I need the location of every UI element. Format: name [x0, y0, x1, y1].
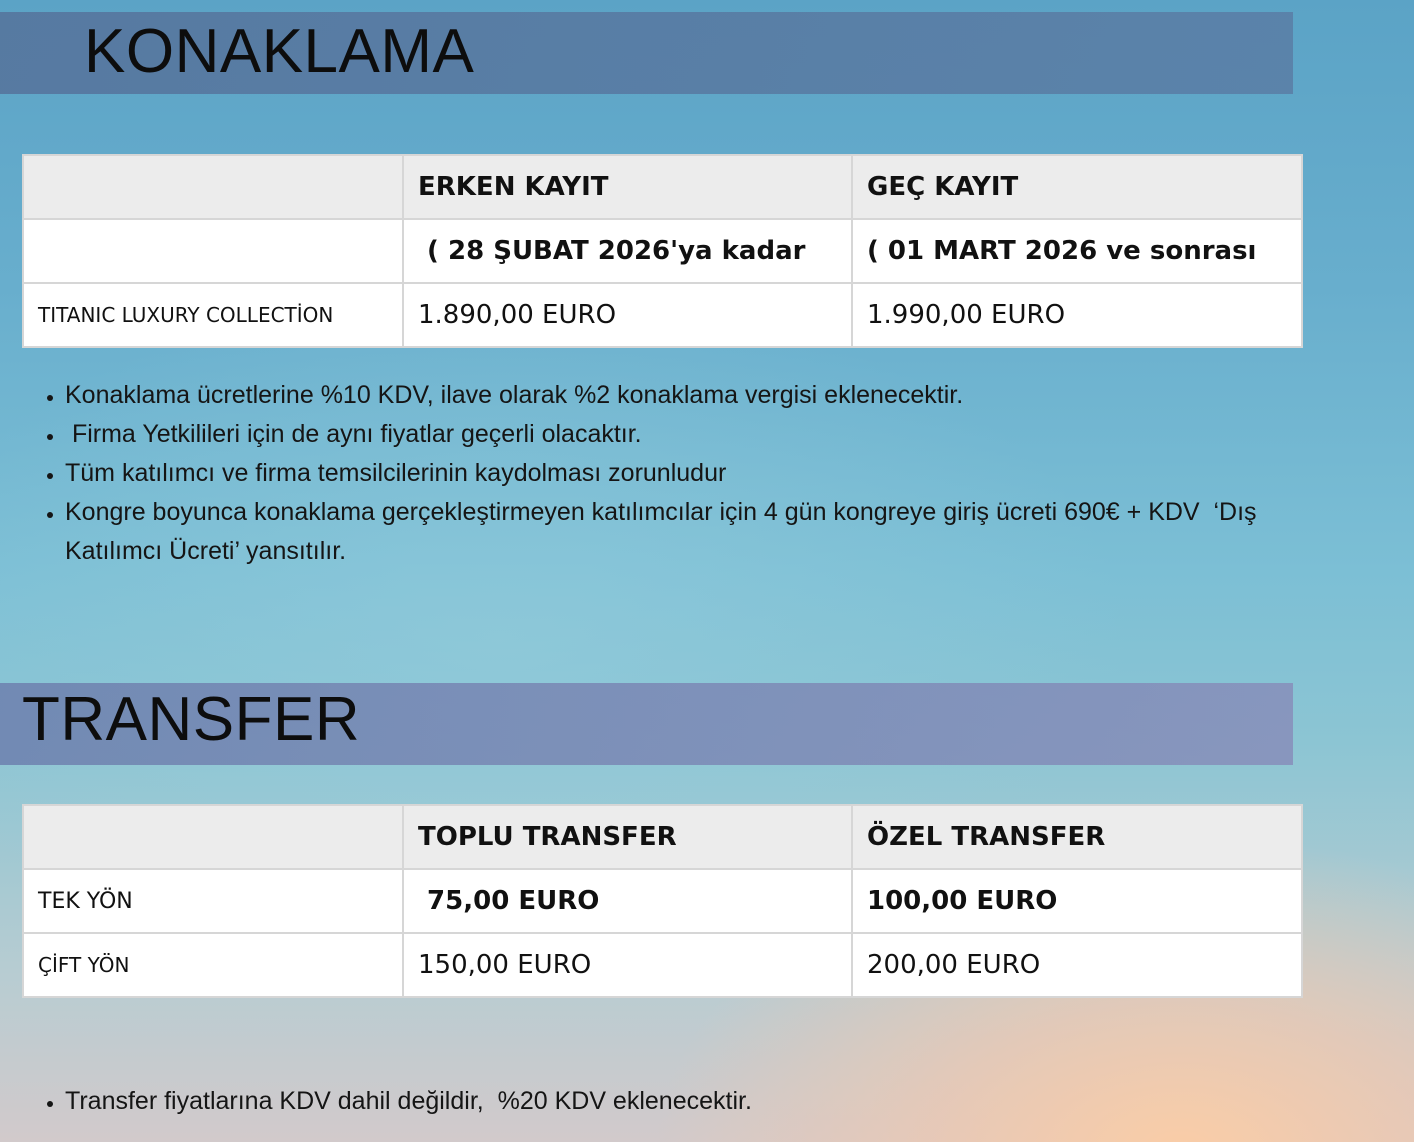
row-label-tek-yon: TEK YÖN: [23, 869, 403, 933]
price-cell-ozel: 100,00 EURO: [852, 869, 1302, 933]
header-cell-empty: [23, 155, 403, 219]
price-cell-toplu: 75,00 EURO: [403, 869, 852, 933]
list-item: • Kongre boyunca konaklama gerçekleştirmeyen katılımcılar için 4 gün kongreye giriş ücreti 690€ + KDV ‘Dış Katılımcı Ücreti’ yansıtılır.: [65, 493, 1315, 571]
table-row: [23, 869, 1302, 933]
transfer-notes-list: [0, 1082, 1315, 1121]
header-cell-ozel-transfer: ÖZEL TRANSFER: [852, 805, 1302, 869]
header-cell-gec-kayit: GEÇ KAYIT: [852, 155, 1302, 219]
row-label-cift-yon: ÇİFT YÖN: [23, 933, 403, 997]
date-cell-erken: ( 28 ŞUBAT 2026'ya kadar: [403, 219, 852, 283]
header-cell-erken-kayit: ERKEN KAYIT: [403, 155, 852, 219]
header-cell-empty: [23, 805, 403, 869]
price-cell-erken: 1.890,00 EURO: [403, 283, 852, 347]
list-item: • Firma Yetkilileri için de aynı fiyatlar geçerli olacaktır.: [65, 415, 1315, 454]
list-item: • Konaklama ücretlerine %10 KDV, ilave olarak %2 konaklama vergisi eklenecektir.: [65, 376, 1315, 415]
konaklama-title: KONAKLAMA: [84, 17, 475, 86]
list-item: • Tüm katılımcı ve firma temsilcilerinin kaydolması zorunludur: [65, 454, 1315, 493]
list-item: • Transfer fiyatlarına KDV dahil değildir, %20 KDV eklenecektir.: [65, 1082, 1315, 1121]
price-cell-gec: 1.990,00 EURO: [852, 283, 1302, 347]
konaklama-price-table: [22, 154, 1303, 348]
header-cell-toplu-transfer: TOPLU TRANSFER: [403, 805, 852, 869]
konaklama-header-band: [0, 12, 1293, 94]
transfer-price-table: [22, 804, 1303, 998]
date-cell-empty: [23, 219, 403, 283]
transfer-title: TRANSFER: [22, 685, 361, 754]
table-header-row: [23, 805, 1302, 869]
table-row-dates: [23, 219, 1302, 283]
table-row: [23, 283, 1302, 347]
date-cell-gec: ( 01 MART 2026 ve sonrası: [852, 219, 1302, 283]
table-header-row: [23, 155, 1302, 219]
price-cell-ozel: 200,00 EURO: [852, 933, 1302, 997]
price-cell-toplu: 150,00 EURO: [403, 933, 852, 997]
konaklama-notes-list: [0, 376, 1315, 571]
transfer-header-band: [0, 683, 1293, 765]
table-row: [23, 933, 1302, 997]
hotel-name-cell: TITANIC LUXURY COLLECTİON: [23, 283, 403, 347]
